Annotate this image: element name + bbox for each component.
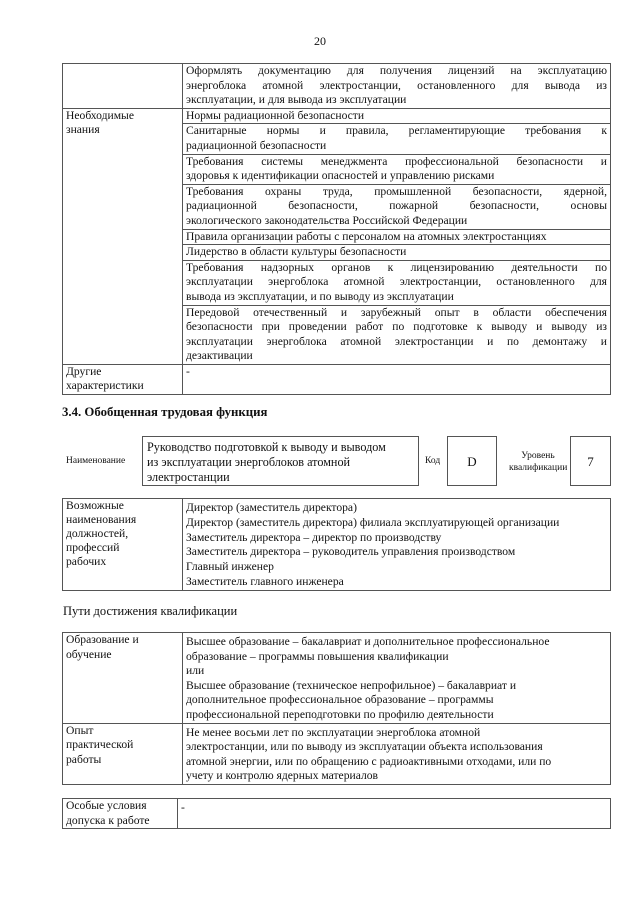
position-item: Директор (заместитель директора): [186, 501, 357, 514]
positions-table: [62, 498, 611, 591]
qualification-level-box: 7: [570, 436, 611, 486]
positions-list: [183, 499, 611, 591]
knowledge-item: Лидерство в области культуры безопасности: [183, 245, 611, 261]
other-characteristics-value: -: [183, 364, 611, 394]
empty-label-cell: [63, 64, 183, 109]
knowledge-item: Передовой отечественный и зарубежный опыт в области обеспечения безопасности при проведении работ по подготовке к выводу и выводу из эксплуатации энергоблока атомной электростанции и по демонтажу и дезактивации: [183, 305, 611, 364]
positions-label: Возможные наименования должностей, профессий рабочих: [63, 499, 183, 591]
position-item: Главный инженер: [186, 560, 274, 574]
experience-value: Не менее восьми лет по эксплуатации энергоблока атомной электростанции, или по выводу из эксплуатации объекта использования атомной энергии, или по обращению с радиоактивными отходами, или по учету и контролю ядерных материалов: [183, 723, 611, 784]
position-item: Заместитель главного инженера: [186, 574, 344, 588]
special-conditions-value: -: [178, 799, 611, 829]
knowledge-item: Требования системы менеджмента профессиональной безопасности и здоровья к идентификации опасностей и управлению рисками: [183, 154, 611, 184]
name-label: Наименование: [66, 456, 126, 466]
continuation-text: Оформлять документацию для получения лицензий на эксплуатацию энергоблока атомной электростанции, остановленного для вывода из эксплуатации, и для вывода из эксплуатации: [183, 64, 611, 109]
function-name-box: Руководство подготовкой к выводу и выводом из эксплуатации энергоблоков атомной электростанции: [142, 436, 419, 486]
knowledge-item: Требования надзорных органов к лицензированию деятельности по эксплуатации энергоблока атомной электростанции, остановленного для вывода из эксплуатации, и по выводу из эксплуатации: [183, 260, 611, 305]
paths-heading: Пути достижения квалификации: [63, 604, 238, 618]
experience-label: Опыт практической работы: [63, 723, 183, 784]
knowledge-item: Нормы радиационной безопасности: [183, 108, 611, 124]
section-title: 3.4. Обобщенная трудовая функция: [62, 405, 268, 419]
special-conditions-label: Особые условия допуска к работе: [63, 799, 178, 829]
education-label: Образование и обучение: [63, 633, 183, 724]
knowledge-item: Требования охраны труда, промышленной безопасности, ядерной, радиационной безопасности, пожарной безопасности, основы экологического законодательства Российской Федерации: [183, 184, 611, 229]
code-label: Код: [425, 456, 441, 466]
position-item: Заместитель директора – руководитель управления производством: [186, 545, 516, 559]
knowledge-table: [62, 63, 611, 395]
position-item: Директор (заместитель директора) филиала эксплуатирующей организации: [186, 515, 560, 529]
code-value-box: D: [447, 436, 497, 486]
page-number: 20: [314, 34, 326, 48]
knowledge-item: Правила организации работы с персоналом на атомных электростанциях: [183, 229, 611, 245]
position-item: Заместитель директора – директор по производству: [186, 530, 442, 544]
knowledge-item: Санитарные нормы и правила, регламентирующие требования к радиационной безопасности: [183, 124, 611, 154]
other-characteristics-label: Другие характеристики: [63, 364, 183, 394]
knowledge-label: Необходимые знания: [63, 108, 183, 364]
qualification-level-label: Уровень квалификации: [509, 451, 568, 473]
education-value: Высшее образование – бакалавриат и дополнительное профессиональное образование – программы повышения квалификации или Высшее образование (техническое непрофильное) – бакалавриат и дополнительное профессиональное образование – программы профессиональной переподготовки по профилю деятельности: [183, 633, 611, 724]
qualification-table: [62, 632, 611, 785]
special-conditions-table: [62, 798, 611, 829]
